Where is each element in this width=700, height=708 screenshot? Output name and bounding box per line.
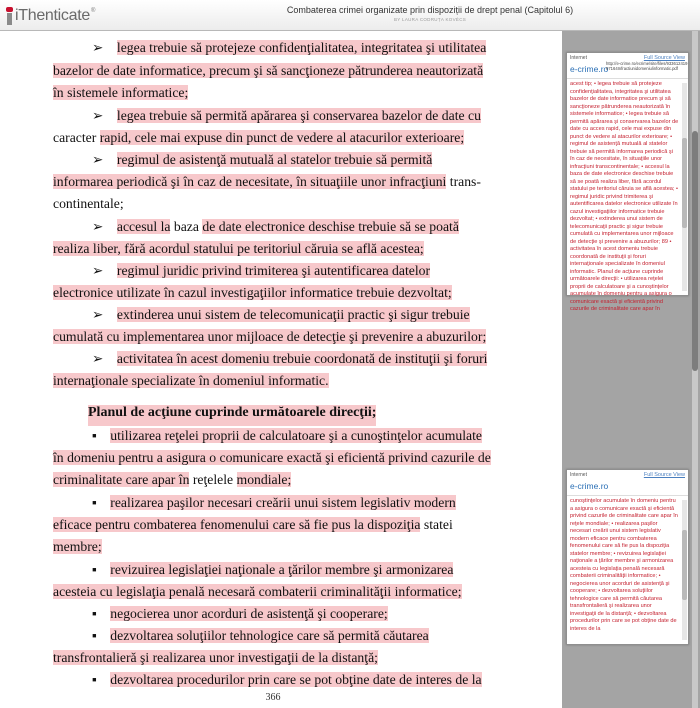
card-scroll-thumb[interactable] bbox=[682, 138, 687, 228]
card-scrollbar[interactable] bbox=[682, 83, 687, 291]
arrow-bullet-icon: ➢ bbox=[92, 351, 104, 366]
text-line bbox=[53, 472, 493, 493]
text-line bbox=[92, 40, 493, 61]
matched-text[interactable]: legea trebuie să permită apărarea şi conservarea bazelor de date cu bbox=[116, 108, 481, 123]
square-bullet-icon: ▪ bbox=[92, 672, 97, 687]
matched-text[interactable]: de date electronice deschise trebuie să se poată bbox=[202, 219, 459, 234]
full-source-view-link[interactable]: Full Source View bbox=[643, 472, 685, 478]
document-page bbox=[0, 31, 562, 708]
plain-text: reţelele bbox=[192, 472, 234, 487]
text-line bbox=[53, 650, 493, 671]
text-line bbox=[53, 85, 493, 106]
matched-text[interactable]: regimul de asistenţă mutuală al statelor trebuie să permită bbox=[116, 152, 433, 167]
plain-text: trans- bbox=[449, 174, 481, 189]
document-author: BY LAURA CODRUȚA KOVÉCS bbox=[393, 17, 467, 22]
logo-i-icon bbox=[5, 7, 14, 25]
arrow-bullet-icon: ➢ bbox=[92, 219, 104, 234]
matched-text[interactable]: utilizarea reţelei proprii de calculatoare şi a cunoştinţelor acumulate bbox=[110, 428, 482, 443]
arrow-bullet-icon: ➢ bbox=[92, 263, 104, 278]
text-line bbox=[92, 263, 493, 284]
matched-text[interactable]: mondiale; bbox=[236, 472, 292, 487]
matched-text[interactable]: realizarea paşilor necesari creării unui sistem legislativ modern bbox=[110, 495, 456, 510]
plain-text: caracter bbox=[53, 130, 97, 145]
matched-text[interactable]: legea trebuie să protejeze confidenţialitatea, integritatea şi utilitatea bbox=[116, 40, 487, 55]
source-card-header bbox=[567, 470, 688, 496]
matched-text[interactable]: negocierea unor acorduri de asistenţă şi cooperare; bbox=[110, 606, 388, 621]
matched-text[interactable]: cumulată cu implementarea unor mijloace de detecţie şi prevenire a abuzurilor; bbox=[53, 329, 487, 344]
text-line bbox=[53, 517, 493, 538]
text-line bbox=[53, 329, 493, 350]
arrow-bullet-icon: ➢ bbox=[92, 152, 104, 167]
square-bullet-icon: ▪ bbox=[92, 628, 97, 643]
text-line bbox=[92, 628, 493, 649]
source-site[interactable]: e-crime.ro bbox=[570, 64, 609, 74]
source-site[interactable]: e-crime.ro bbox=[570, 481, 609, 491]
full-source-view-link[interactable]: Full Source View bbox=[643, 55, 685, 61]
matched-text[interactable]: bazelor de date informatice, precum şi să sancţioneze pătrunderea neautorizată bbox=[53, 63, 484, 78]
panel-scrollbar[interactable] bbox=[692, 31, 698, 708]
page-number: 366 bbox=[265, 692, 281, 703]
matched-text[interactable]: electronice utilizate în cazul investigaţiilor informatice trebuie dezvoltat; bbox=[53, 285, 452, 300]
logo-text: iThenticate bbox=[15, 7, 90, 24]
square-bullet-icon: ▪ bbox=[92, 606, 97, 621]
matched-text[interactable]: accesul la bbox=[116, 219, 171, 234]
arrow-bullet-icon: ➢ bbox=[92, 108, 104, 123]
matched-text[interactable]: dezvoltarea procedurilor prin care se pot obţine date de interes de la bbox=[110, 672, 482, 687]
text-line bbox=[92, 152, 493, 173]
text-line bbox=[53, 450, 493, 471]
plain-text: continentale; bbox=[53, 196, 124, 211]
matched-text[interactable]: activitatea în acest domeniu trebuie coordonată de instituţii şi foruri bbox=[116, 351, 488, 366]
text-line bbox=[92, 562, 493, 583]
matched-text[interactable]: criminalitate care apar în bbox=[53, 472, 190, 487]
source-card-header bbox=[567, 53, 688, 79]
matched-text[interactable]: dezvoltarea soluţiilor tehnologice care să permită căutarea bbox=[110, 628, 429, 643]
matched-text[interactable]: membre; bbox=[53, 539, 102, 554]
text-line bbox=[53, 584, 493, 605]
text-line bbox=[53, 130, 493, 151]
source-type: Internet bbox=[570, 55, 587, 61]
matched-text[interactable]: în sistemele informatice; bbox=[53, 85, 189, 100]
card-scroll-thumb[interactable] bbox=[682, 530, 687, 600]
text-line bbox=[92, 428, 493, 449]
text-line bbox=[53, 196, 493, 217]
matched-text[interactable]: în domeniu pentru a asigura o comunicare exactă şi eficientă privind cazurile de bbox=[53, 450, 491, 465]
document-title: Combaterea crimei organizate prin dispoziții de drept penal (Capitolul 6) bbox=[286, 5, 574, 15]
text-line bbox=[53, 539, 493, 560]
text-line bbox=[92, 495, 493, 516]
panel-scroll-thumb[interactable] bbox=[692, 131, 698, 371]
arrow-bullet-icon: ➢ bbox=[92, 307, 104, 322]
source-card[interactable] bbox=[566, 469, 689, 645]
source-type: Internet bbox=[570, 472, 587, 478]
square-bullet-icon: ▪ bbox=[92, 562, 97, 577]
square-bullet-icon: ▪ bbox=[92, 428, 97, 443]
text-line bbox=[92, 307, 493, 328]
matched-text[interactable]: extinderea unui sistem de telecomunicaţii practic şi sigur trebuie bbox=[116, 307, 470, 322]
source-panel bbox=[562, 31, 700, 708]
matched-text[interactable]: rapid, cele mai expuse din punct de vedere al atacurilor exterioare; bbox=[99, 130, 465, 145]
text-line bbox=[92, 219, 493, 240]
square-bullet-icon: ▪ bbox=[92, 495, 97, 510]
ithenticate-logo[interactable] bbox=[5, 6, 95, 26]
section-heading[interactable]: Planul de acţiune cuprinde următoarele direcţii; bbox=[88, 405, 376, 426]
matched-text[interactable]: informarea periodică şi în caz de necesitate, în situaţiile unor infracţiuni bbox=[53, 174, 447, 189]
source-card[interactable] bbox=[566, 52, 689, 312]
matched-text[interactable]: regimul juridic privind trimiterea şi autentificarea datelor bbox=[116, 263, 431, 278]
source-excerpt: cunoştinţelor acumulate în domeniu pentru a asigura o comunicare exactă şi eficientă privind cazurile de criminalitate care apar în reţele mondiale; • realizarea paşilor necesari creării unui sistem legislativ modern eficace pentru combaterea fenomenului care să fie pus la dispoziţia statelor membre; • revizuirea legislaţiei naţionale a ţărilor membre şi armonizarea acesteia cu legislaţia penală necesară combaterii criminalităţii informatice; • negocierea unor acorduri de asistenţă şi cooperare; • dezvoltarea soluţiilor tehnologice care să permită căutarea transfrontalieră şi realizarea unor investigaţii de la distanţă; • dezvoltarea procedurilor prin care se pot obţine date de interes de la bbox=[570, 498, 678, 632]
text-line bbox=[92, 108, 493, 129]
arrow-bullet-icon: ➢ bbox=[92, 40, 104, 55]
matched-text[interactable]: revizuirea legislaţiei naţionale a ţărilor membre şi armonizarea bbox=[110, 562, 454, 577]
text-line bbox=[92, 351, 493, 372]
top-header bbox=[0, 0, 700, 31]
card-scrollbar[interactable] bbox=[682, 500, 687, 640]
text-line bbox=[53, 373, 493, 394]
text-line bbox=[53, 63, 493, 84]
plain-text: baza bbox=[173, 219, 199, 234]
logo-trademark: ® bbox=[90, 8, 96, 14]
text-line bbox=[53, 241, 493, 262]
text-line bbox=[53, 174, 493, 195]
text-line bbox=[92, 672, 493, 693]
matched-text[interactable]: internaţionale specializate în domeniul informatic. bbox=[53, 373, 329, 388]
source-url[interactable]: http://e-crime.ro/ecrime/site/files/93361241997164Infractiunidomeniulinformatic.pdf bbox=[606, 61, 688, 71]
matched-text[interactable]: eficace pentru combaterea fenomenului care să fie pus la dispoziţia bbox=[53, 517, 421, 532]
matched-text[interactable]: realiza liber, fără acordul statului pe teritoriul căruia se află acestea; bbox=[53, 241, 424, 256]
source-excerpt: acest tip; • legea trebuie să protejeze confidenţialitatea, integritatea şi utilitatea bazelor de date informatice precum şi să sancţioneze pătrunderea neautorizată în sistemele informatice; • legea trebuie să permită apărarea şi conservarea bazelor de date cu acces rapid, cele mai expuse din punct de vedere al atacurilor exterioare; • regimul de asistenţă mutuală al statelor trebuie să permită informarea periodică şi în caz de necesitate, în situaţiile unor infracţiuni transcontinentale; • accesul la baza de date electronice deschise trebuie să se poată realiza liber, fără acordul statului pe teritoriul căruia se află acestea; • regimul juridic privind trimiterea şi autentificarea datelor electronice utilizate în cazul investigaţiilor informatice trebuie dezvoltat; • extinderea unui sistem de telecomunicaţii practic şi sigur trebuie cumulată cu implementarea unor mijloace de detecţie şi prevenire a abuzurilor; 89 • activitatea în acest domeniu trebuie coordonată de instituţii şi foruri internaţionale specializate în domeniul informatic. Planul de acţiune cuprinde următoarele direcţii: • utilizarea reţelei proprii de calculatoare şi a cunoştinţelor acumulate în domeniu pentru a asigura o comunicare exactă şi eficientă privind cazurile de criminalitate care apar în bbox=[570, 81, 679, 312]
plain-text: statei bbox=[423, 517, 453, 532]
text-line bbox=[53, 285, 493, 306]
text-line bbox=[92, 606, 493, 627]
matched-text[interactable]: acesteia cu legislaţia penală necesară combaterii criminalităţii informatice; bbox=[53, 584, 462, 599]
matched-text[interactable]: transfrontalieră şi realizarea unor investigaţii de la distanţă; bbox=[53, 650, 378, 665]
